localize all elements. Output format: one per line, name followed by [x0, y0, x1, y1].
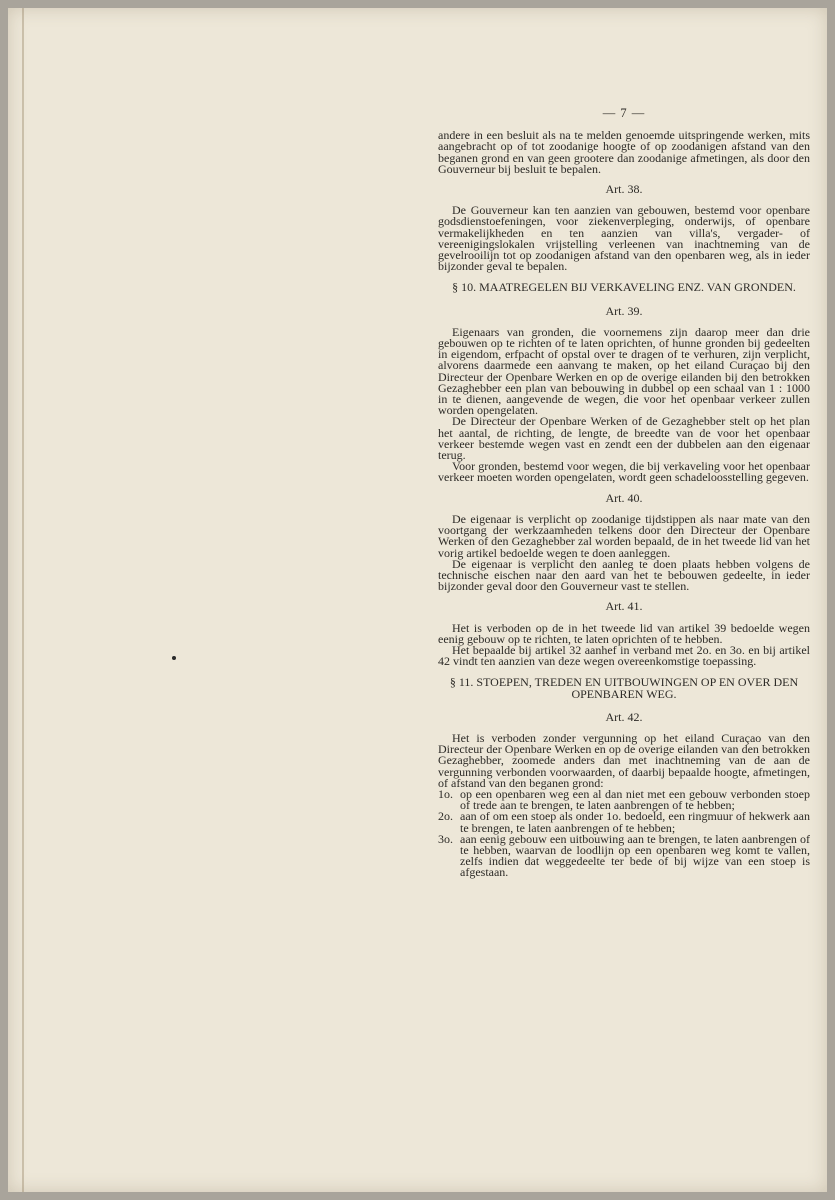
list-item-text: aan of om een stoep als onder 1o. bedoeld, een ringmuur of hekwerk aan te brengen, te laten aanbrengen of te hebben; [460, 809, 810, 835]
list-item [438, 831, 810, 880]
body-text [438, 130, 810, 878]
page-fold [22, 8, 24, 1192]
section-heading: § 11. STOEPEN, TREDEN EN UITBOUWINGEN OP EN OVER DEN OPENBAREN WEG. [449, 675, 799, 701]
paragraph: De eigenaar is verplicht den aanleg te doen plaats hebben volgens de technische eischen naar den aard van het te bebouwen gedeelte, in ieder bijzonder geval door den Gouverneur vast te stellen. [438, 556, 810, 594]
article-heading: Art. 40. [605, 490, 643, 505]
list-item-number: 1o. [438, 786, 453, 801]
paragraph: Eigenaars van gronden, die voornemens zijn daarop meer dan drie gebouwen op te richten of te laten oprichten, of hunne gronden bij gedeelten in eigendom, erfpacht of opstal over te dragen of te verhuren, zijn verplicht, alvorens daarmede een aanvang te maken, op het eiland Curaçao bij den Directeur der Openbare Werken en op de overige eilanden bij den betrokken Gezaghebber een plan van bebouwing in dubbel op een schaal van 1 : 1000 in te dienen, aangevende de wegen, die voor het openbaar verkeer zullen worden opengelaten. [438, 324, 810, 418]
document-page [8, 8, 827, 1192]
paragraph: De Directeur der Openbare Werken of de Gezaghebber stelt op het plan het aantal, de richting, de lengte, de breedte van de voor het openbaar verkeer bestemde wegen vast en zendt een der dubbelen aan den eigenaar terug. [438, 414, 810, 463]
article-heading: Art. 38. [605, 182, 643, 197]
ink-speck [172, 656, 176, 660]
section-heading: § 10. MAATREGELEN BIJ VERKAVELING ENZ. VAN GRONDEN. [452, 280, 796, 295]
article-heading: Art. 41. [605, 599, 643, 614]
list-item-text: aan eenig gebouw een uitbouwing aan te brengen, te laten aanbrengen of te hebben, waarvan de loodlijn op een openbaren weg komt te vallen, zelfs indien dat weggedeelte ter bede of bij wijze van een stoep is afgestaan. [460, 831, 810, 880]
text-column [438, 108, 810, 879]
list-item [438, 811, 810, 833]
paragraph: Voor gronden, bestemd voor wegen, die bij verkaveling voor het openbaar verkeer moeten worden opengelaten, wordt geen schadeloosstelling gegeven. [438, 459, 810, 485]
paragraph: De Gouverneur kan ten aanzien van gebouwen, bestemd voor openbare godsdienstoefeningen, voor ziekenverpleging, onderwijs, of openbare vermakelijkheden en ten aanzien van villa's, vergader- of vereenigingslokalen vrijstelling verleenen van inachtneming van de gevelrooilijn tot op zoodanigen afstand van den openbaren weg, als in ieder bijzonder geval te bepalen. [438, 203, 810, 274]
list-item-text: op een openbaren weg een al dan niet met een gebouw verbonden stoep of trede aan te brengen, te laten aanbrengen of te hebben; [460, 786, 810, 813]
paragraph: Het is verboden zonder vergunning op het eiland Curaçao van den Directeur der Openbare Werken en op de overige eilanden van den betrokken Gezaghebber, zoomede anders dan met inachtneming van de aan de vergunning verbonden voorwaarden, of daarbij bepaalde hoogte, afmetingen, of afstand van den beganen grond: [438, 730, 810, 790]
paragraph: Het is verboden op de in het tweede lid van artikel 39 bedoelde wegen eenig gebouw op te richten, te laten oprichten of te hebben. [438, 620, 810, 646]
list-item [438, 786, 810, 813]
page-number: — 7 — [602, 106, 646, 120]
article-heading: Art. 39. [605, 303, 643, 318]
paragraph: Het bepaalde bij artikel 32 aanhef in verband met 2o. en 3o. en bij artikel 42 vindt ten aanzien van deze wegen overeenkomstige toepassing. [438, 642, 810, 669]
paragraph: andere in een besluit als na te melden genoemde uitspringende werken, mits aangebracht op of tot zoodanige hoogte of op zoodanigen afstand van den beganen grond en van geen grootere dan zoodanige afmetingen, als door den Gouverneur bij besluit te bepalen. [438, 128, 810, 176]
list-item-number: 2o. [438, 809, 453, 824]
article-heading: Art. 42. [605, 709, 643, 724]
list-item-number: 3o. [438, 831, 453, 846]
paragraph: De eigenaar is verplicht op zoodanige tijdstippen als naar mate van den voortgang der werkzaamheden telkens door den Directeur der Openbare Werken of den Gezaghebber zal worden bepaald, de in het tweede lid van het vorig artikel bedoelde wegen te doen aanleggen. [438, 511, 810, 560]
